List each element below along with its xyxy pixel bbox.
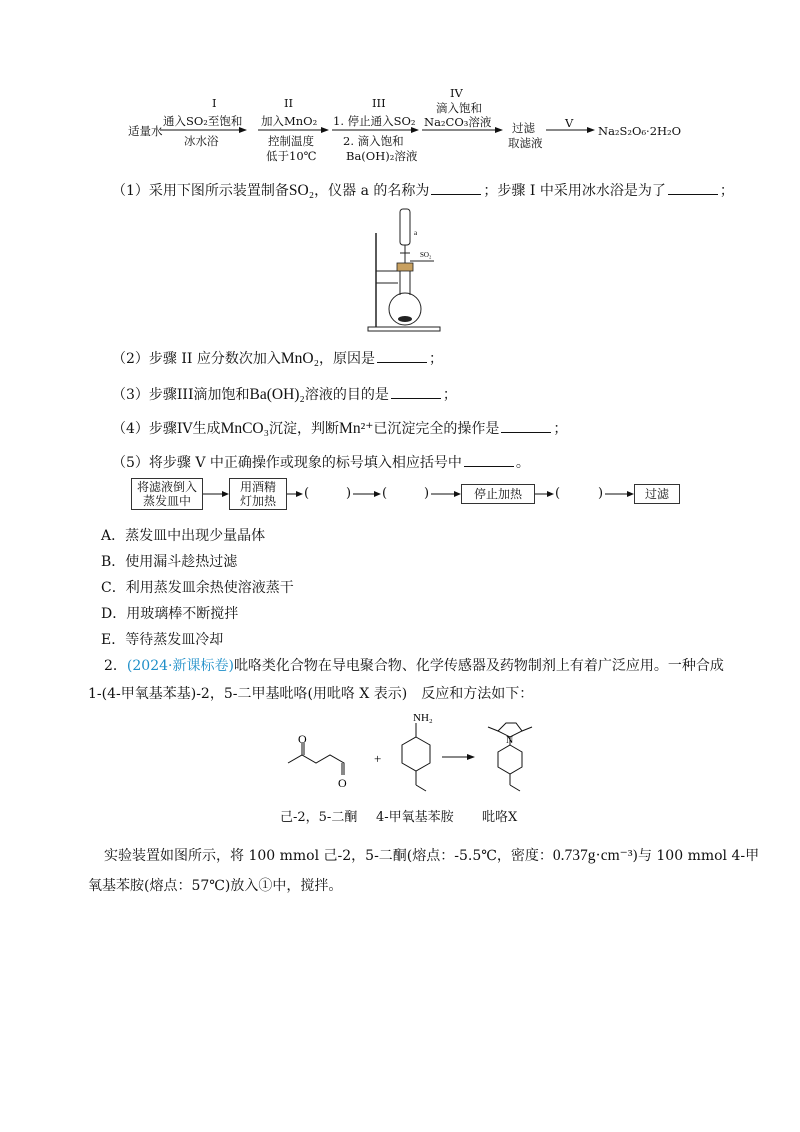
op-paren-2-open: ( — [382, 486, 388, 501]
flow-step1-top: 通入SO₂至饱和 — [163, 114, 243, 128]
question-4 — [112, 418, 567, 438]
flow-step4-top2: Na₂CO₃溶液 — [424, 115, 492, 129]
problem-2-body-line1 — [104, 845, 759, 865]
flow-step4-roman: IV — [450, 86, 463, 100]
q4-chem2: Mn²⁺ — [339, 420, 374, 437]
q4-blank[interactable] — [501, 420, 551, 433]
problem-2-text1: 吡咯类化合物在导电聚合物、化学传感器及药物制剂上有着广泛应用。一种合成 — [233, 658, 724, 674]
flow-start: 适量水 — [128, 124, 163, 138]
op-paren-1-open: ( — [304, 486, 310, 501]
op-box-stop-heating: 停止加热 — [461, 484, 535, 504]
question-2 — [112, 348, 443, 368]
problem-2-line1 — [104, 655, 724, 675]
problem-2-line2: 1-(4-甲氧基苯基)-2，5-二甲基吡咯(用吡咯 X 表示) 反应和方法如下： — [88, 686, 534, 702]
q2-text-a: （2）步骤 II 应分数次加入 — [112, 351, 281, 367]
q2-chem: MnO₂ — [280, 350, 320, 367]
flow-step4-top1: 滴入饱和 — [436, 101, 482, 115]
op-paren-1-close: ) — [346, 486, 352, 501]
op-box-pour-line1: 将滤液倒入 — [136, 480, 197, 494]
flow-step5-roman: V — [565, 116, 574, 130]
q1-text-b: ，仪器 a 的名称为 — [314, 183, 430, 199]
apparatus-label-so2: SO₂ — [420, 251, 432, 259]
q4-text-b: 沉淀，判断 — [269, 421, 340, 437]
q4-text-d: ； — [553, 421, 568, 437]
q5-end: 。 — [515, 455, 530, 471]
flow-filter-bottom: 取滤液 — [508, 136, 543, 150]
flow-step3-top: 1. 停止通入SO₂ — [333, 114, 416, 128]
hexanedione-structure — [288, 743, 344, 775]
label-pyrrole-x: 吡咯X — [482, 810, 518, 825]
flow-step1-bottom: 冰水浴 — [184, 134, 219, 148]
problem-2-body-line2: 氧基苯胺(熔点：57℃)放入①中，搅拌。 — [88, 878, 343, 894]
p3-text-b: )与 100 mmol 4-甲 — [632, 848, 760, 864]
question-5 — [112, 452, 530, 472]
op-box-heat-line2: 灯加热 — [239, 494, 276, 508]
op-box-filter: 过滤 — [634, 484, 680, 504]
q1-text-d: ； — [719, 183, 734, 199]
problem-2-source[interactable]: (2024·新课标卷) — [126, 658, 234, 674]
p3-text-a: 实验装置如图所示，将 100 mmol 己-2，5-二酮(熔点：-5.5℃，密度： — [104, 848, 553, 864]
aniline-nh2: NH₂ — [413, 712, 433, 724]
flow-step3-roman: III — [372, 96, 386, 110]
q5-blank[interactable] — [464, 454, 514, 467]
flow-step2-roman: II — [284, 96, 294, 110]
dione-o1: O — [298, 732, 307, 746]
option-e: E．等待蒸发皿冷却 — [101, 632, 224, 648]
apparatus-label-a: a — [414, 229, 418, 237]
q3-chem: Ba(OH)₂ — [249, 386, 305, 403]
option-d: D．用玻璃棒不断搅拌 — [101, 606, 239, 622]
option-c: C．利用蒸发皿余热使溶液蒸干 — [101, 580, 294, 596]
pyrrole-n: N — [506, 735, 514, 746]
flow-step3-bottom1: 2. 滴入饱和 — [343, 134, 404, 148]
op-paren-2-close: ) — [424, 486, 430, 501]
q5-text: （5）将步骤 V 中正确操作或现象的标号填入相应括号中 — [112, 455, 462, 471]
flow-step3-bottom2: Ba(OH)₂溶液 — [346, 149, 418, 163]
q4-text-c: 已沉淀完全的操作是 — [373, 421, 500, 437]
q3-text-c: ； — [442, 387, 457, 403]
reaction-plus: + — [374, 751, 382, 766]
flow-filter-top: 过滤 — [512, 121, 535, 135]
question-3 — [112, 384, 457, 404]
q1-text-c: ；步骤 I 中采用冰水浴是为了 — [483, 183, 666, 199]
op-paren-3-open: ( — [555, 486, 561, 501]
op-flow-arrows — [0, 470, 800, 520]
pyrrole-x-structure — [488, 723, 532, 791]
flow-step2-bottom1: 控制温度 — [268, 134, 314, 148]
q1-blank-1[interactable] — [431, 182, 481, 195]
question-1 — [112, 180, 734, 200]
label-hexanedione: 己-2，5-二酮 — [280, 810, 358, 825]
label-methoxyaniline: 4-甲氧基苯胺 — [376, 810, 454, 825]
problem-2-number: 2． — [104, 658, 127, 674]
q2-blank[interactable] — [377, 350, 427, 363]
q3-blank[interactable] — [391, 386, 441, 399]
flow-step1-roman: I — [212, 96, 217, 110]
dione-o2: O — [338, 776, 347, 790]
q2-text-b: ，原因是 — [319, 351, 376, 367]
q3-text-b: 溶液的目的是 — [304, 387, 389, 403]
q2-text-c: ； — [429, 351, 444, 367]
q4-text-a: （4）步骤IV生成 — [112, 421, 221, 437]
q4-chem: MnCO₃ — [220, 420, 270, 437]
flow-step2-bottom2: 低于10℃ — [266, 149, 317, 163]
so2-apparatus-figure — [360, 203, 450, 338]
flow-arrows — [0, 0, 800, 170]
p3-density: 0.737g·cm⁻³ — [552, 847, 633, 864]
q3-text-a: （3）步骤III滴加饱和 — [112, 387, 250, 403]
option-b: B．使用漏斗趁热过滤 — [101, 554, 238, 570]
methoxyaniline-structure — [402, 723, 430, 791]
q1-text-a: （1）采用下图所示装置制备 — [112, 183, 289, 199]
option-a: A．蒸发皿中出现少量晶体 — [101, 528, 266, 544]
q1-blank-2[interactable] — [668, 182, 718, 195]
flow-product: Na₂S₂O₆·2H₂O — [598, 124, 682, 138]
op-box-pour-line2: 蒸发皿中 — [142, 494, 191, 508]
q1-chem: SO₂ — [288, 182, 315, 199]
op-paren-3-close: ) — [598, 486, 604, 501]
op-box-heat-line1: 用酒精 — [239, 480, 276, 494]
flow-step2-top: 加入MnO₂ — [261, 114, 318, 128]
